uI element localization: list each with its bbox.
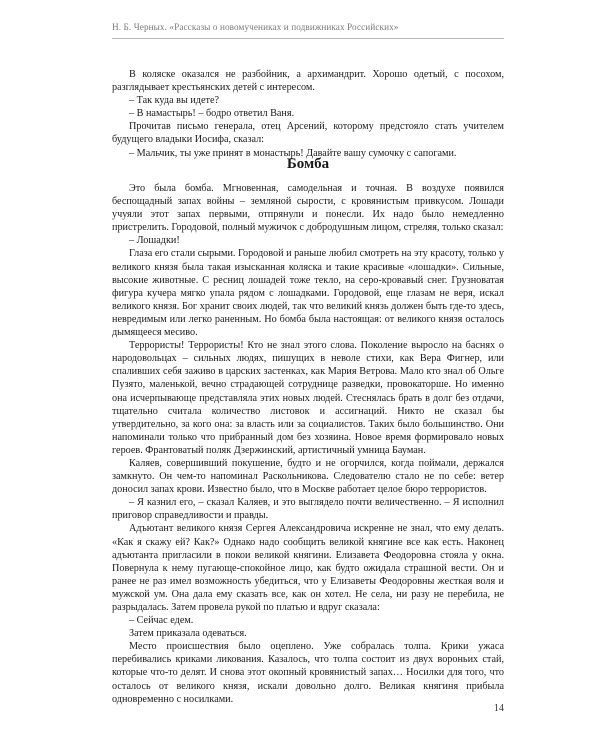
- paragraph: – Я казнил его, – сказал Каляев, и это выглядело почти величественно. – Я исполнил приговор справедливости и правды.: [112, 497, 504, 522]
- paragraph: – Сейчас едем.: [129, 615, 194, 627]
- running-head: Н. Б. Черных. «Рассказы о новомучениках и подвижниках Российских»: [112, 22, 399, 32]
- paragraph: – В намастырь! – бодро ответил Ваня.: [129, 108, 295, 120]
- paragraph: Глаза его стали сырыми. Городовой и раньше любил смотреть на эту красоту, только у великого князя была такая изысканная коляска и такие красивые «лошадки». Сильные, высокие животные. С ресниц лошадей тоже текло, на серо-кровавый снег. Грузноватая фигура кучера мягко упала рядом с лошадками. Городовой, еще глазам не веря, искал великого князя. Бог хранит своих людей, так что великий князь должен быть где-то здесь, невредимым или легко раненным. Но бомба была настоящая: от великого князя осталось дымящееся месиво.: [112, 248, 504, 339]
- page-number: 14: [493, 703, 504, 714]
- paragraph: В коляске оказался не разбойник, а архимандрит. Хорошо одетый, с посохом, разглядывает крестьянских детей с интересом.: [112, 69, 504, 94]
- paragraph: Затем приказала одеваться.: [129, 628, 247, 640]
- paragraph: Это была бомба. Мгновенная, самодельная и точная. В воздухе появился беспощадный запах войны – земляной сырости, с кровянистым привкусом. Лошади учуяли этот запах первыми, отпрянули и понесли. Их надо было немедленно пристрелить. Городовой, полный мужичок с добродушным лицом, стреляя, только сказал:: [112, 183, 504, 234]
- paragraph: – Мальчик, ты уже принят в монастырь! Давайте вашу сумочку с сапогами.: [129, 147, 457, 159]
- intro-text: [112, 68, 504, 160]
- paragraph: – Лошадки!: [129, 235, 180, 247]
- main-text: [112, 182, 504, 706]
- paragraph: Террористы! Террористы! Кто не знал этого слова. Поколение выросло на баснях о народовольцах – сильных людях, пишущих в неволе стихи, как Вера Фигнер, или спаливших себя заживо в царских застенках, как Мария Ветрова. Мало кто знал об Ольге Пузято, маленькой, вечно страдающей сотруднице разведки, провокаторше. Но именно она исчерпывающе представляла этих новых людей. Стеснялась брать в долг без отдачи, тщательно считала количество листовок и ассигнаций. Никто не сказал бы утвердительно, за кого она: за власть или за социалистов. Таких было большинство. Они напоминали только что прибранный дом без хозяина. Новое время формировало новых героев. Франтоватый поляк Дзержинский, артистичный умница Бауман.: [112, 340, 504, 456]
- paragraph: Место происшествия было оцеплено. Уже собралась толпа. Крики ужаса перебивались криками ликования. Казалось, что толпа состоит из двух вороньих стай, которые что-то делят. И снова этот окопный кровянистый запах… Носилки для того, что осталось от великого князя, искали довольно долго. Великая княгиня прибыла одновременно с носилками.: [112, 641, 504, 705]
- header-rule: [112, 38, 504, 39]
- paragraph: Каляев, совершивший покушение, будто и не огорчился, когда поймали, держался замкнуто. Он чем-то напоминал Раскольникова. Следователю стало не по себе: ветер доносил запах крови. Известно было, что в Москве работает целое бюро террористов.: [112, 457, 504, 496]
- section-title: Бомба: [286, 156, 330, 172]
- paragraph: Прочитав письмо генерала, отец Арсений, которому предстояло стать учителем будущего владыки Иосифа, сказал:: [112, 121, 504, 146]
- paragraph: – Так куда вы идете?: [129, 95, 219, 107]
- paragraph: Адъютант великого князя Сергея Александровича искренне не знал, что ему делать. «Как я скажу ей? Как?» Однако надо сообщить великой княгине все как есть. Наконец адъютанта пригласили в покои великой княгини. Елизавета Феодоровна стояла у окна. Повернула к нему пугающе-спокойное лицо, как будто ожидала страшной вести. Он и ранее не раз имел возможность убедиться, что у Елизаветы Феодоровны жесткая воля и мужской ум. Она дала ему сказать все, как он хотел. Не села, ни разу не перебила, не разрыдалась. Затем провела рукой по платью и вдруг сказала:: [112, 523, 504, 613]
